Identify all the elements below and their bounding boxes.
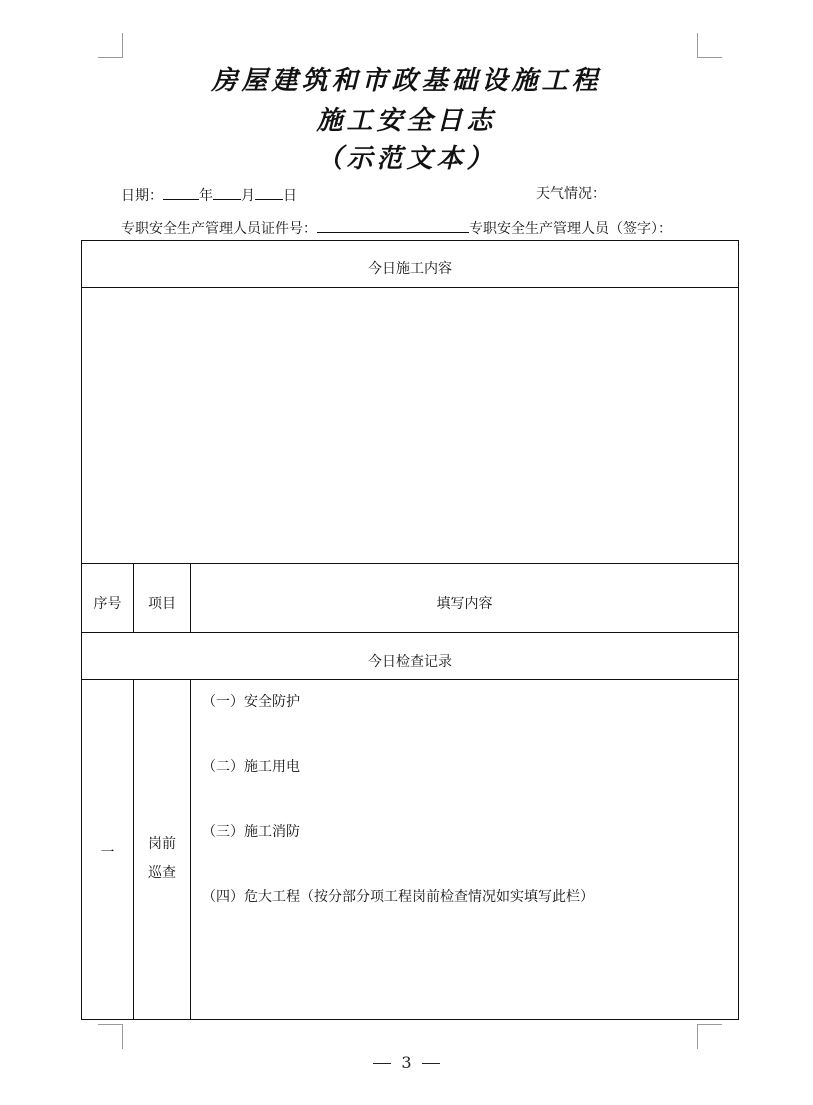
cert-label: 专职安全生产管理人员证件号：: [121, 221, 317, 237]
column-header-content: 填写内容: [436, 596, 493, 612]
crop-mark-top-right: [697, 33, 722, 58]
item-electricity: （二）施工用电: [202, 759, 300, 775]
item-hazardous-works: （四）危大工程（按分部分项工程岗前检查情况如实填写此栏）: [202, 889, 594, 905]
date-label: 日期：: [121, 188, 163, 204]
row-item: [134, 830, 190, 888]
year-label: 年: [199, 188, 213, 204]
construction-content-header: 今日施工内容: [368, 261, 452, 277]
weather-label: 天气情况：: [536, 186, 606, 202]
page-number-value: 3: [401, 1053, 412, 1072]
cert-number-blank[interactable]: [317, 218, 469, 233]
page-dash-left: [373, 1063, 391, 1064]
document-title-line3: （示范文本）: [316, 144, 497, 174]
year-blank[interactable]: [163, 185, 199, 200]
document-title-line1: 房屋建筑和市政基础设施工程: [211, 66, 602, 96]
month-blank[interactable]: [213, 185, 241, 200]
sign-label: 专职安全生产管理人员（签字）：: [469, 221, 672, 237]
column-header-item: 项目: [148, 596, 176, 612]
crop-mark-top-left: [98, 33, 123, 58]
document-title-line2: 施工安全日志: [316, 106, 497, 136]
crop-mark-bottom-right: [697, 1024, 722, 1049]
item-fire-protection: （三）施工消防: [202, 824, 300, 840]
page-dash-right: [422, 1063, 440, 1064]
personnel-line: [121, 218, 672, 238]
safety-log-table: [81, 240, 739, 1020]
month-label: 月: [241, 188, 255, 204]
inspection-record-header: 今日检查记录: [368, 654, 452, 670]
row-item-line1: 岗前: [148, 836, 176, 852]
date-line: [121, 185, 297, 205]
page-number: [0, 1053, 813, 1072]
crop-mark-bottom-left: [98, 1024, 123, 1049]
row-number: 一: [100, 845, 115, 861]
construction-content-area[interactable]: [82, 288, 738, 563]
column-header-no: 序号: [93, 596, 122, 612]
item-safety-protection: （一）安全防护: [202, 694, 300, 710]
day-label: 日: [283, 188, 297, 204]
row-item-line2: 巡查: [148, 865, 176, 881]
day-blank[interactable]: [255, 185, 283, 200]
